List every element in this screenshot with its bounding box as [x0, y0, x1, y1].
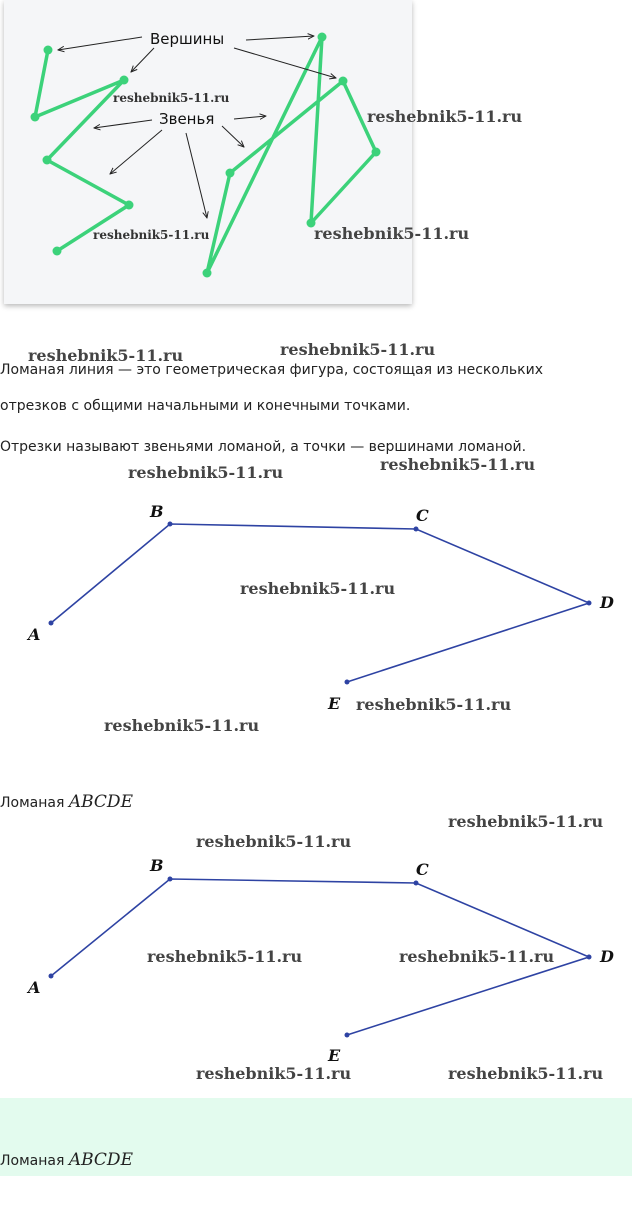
answer-caption — [0, 1150, 133, 1170]
point-b-label: B — [150, 856, 164, 875]
watermark: reshebnik5-11.ru — [128, 463, 284, 482]
label-segments: Звенья — [159, 110, 215, 128]
point-d-label: D — [600, 593, 614, 612]
watermark: reshebnik5-11.ru — [356, 695, 512, 714]
point-c-dot — [414, 527, 419, 532]
point-a-dot — [49, 974, 54, 979]
definition-line-2: отрезков с общими начальными и конечными точками. — [0, 398, 411, 414]
watermark: reshebnik5-11.ru — [93, 228, 210, 242]
watermark: reshebnik5-11.ru — [380, 455, 536, 474]
polyline-figure-1 — [0, 490, 632, 720]
definition-line-3: Отрезки называют звеньями ломаной, а точки — вершинами ломаной. — [0, 439, 527, 455]
point-c-label: C — [416, 860, 429, 879]
definition-line-1: Ломаная линия — это геометрическая фигура, состоящая из нескольких — [0, 362, 543, 378]
point-e-label: E — [328, 694, 341, 713]
point-e-dot — [345, 680, 350, 685]
label-vertices: Вершины — [150, 30, 225, 48]
point-e-dot — [345, 1033, 350, 1038]
point-e-label: E — [328, 1046, 341, 1065]
point-a-dot — [49, 621, 54, 626]
watermark: reshebnik5-11.ru — [196, 832, 352, 851]
watermark: reshebnik5-11.ru — [367, 107, 523, 126]
green-polyline-left — [35, 50, 129, 251]
answer-box — [0, 1098, 632, 1176]
point-a-label: A — [28, 625, 41, 644]
figure-1-caption — [0, 792, 133, 812]
watermark: reshebnik5-11.ru — [147, 947, 303, 966]
watermark: reshebnik5-11.ru — [240, 579, 396, 598]
watermark: reshebnik5-11.ru — [196, 1064, 352, 1083]
point-c-dot — [414, 881, 419, 886]
watermark: reshebnik5-11.ru — [448, 812, 604, 831]
point-b-dot — [168, 522, 173, 527]
watermark: reshebnik5-11.ru — [448, 1064, 604, 1083]
watermark: reshebnik5-11.ru — [28, 346, 184, 365]
point-d-dot — [587, 955, 592, 960]
watermark: reshebnik5-11.ru — [280, 340, 436, 359]
point-c-label: C — [416, 506, 429, 525]
point-d-label: D — [600, 947, 614, 966]
illustration-card — [4, 0, 412, 304]
watermark: reshebnik5-11.ru — [314, 224, 470, 243]
watermark: reshebnik5-11.ru — [113, 91, 230, 105]
point-d-dot — [587, 601, 592, 606]
answer-prefix: Ломаная — [0, 1153, 65, 1169]
point-b-dot — [168, 877, 173, 882]
caption-math: ABCDE — [68, 792, 133, 812]
polyline-abcde-1 — [51, 524, 589, 682]
caption-prefix: Ломаная — [0, 795, 65, 811]
polyline-illustration — [4, 0, 412, 304]
watermark: reshebnik5-11.ru — [399, 947, 555, 966]
point-b-label: B — [150, 502, 164, 521]
watermark: reshebnik5-11.ru — [104, 716, 260, 735]
point-a-label: A — [28, 978, 41, 997]
answer-math: ABCDE — [68, 1150, 133, 1170]
